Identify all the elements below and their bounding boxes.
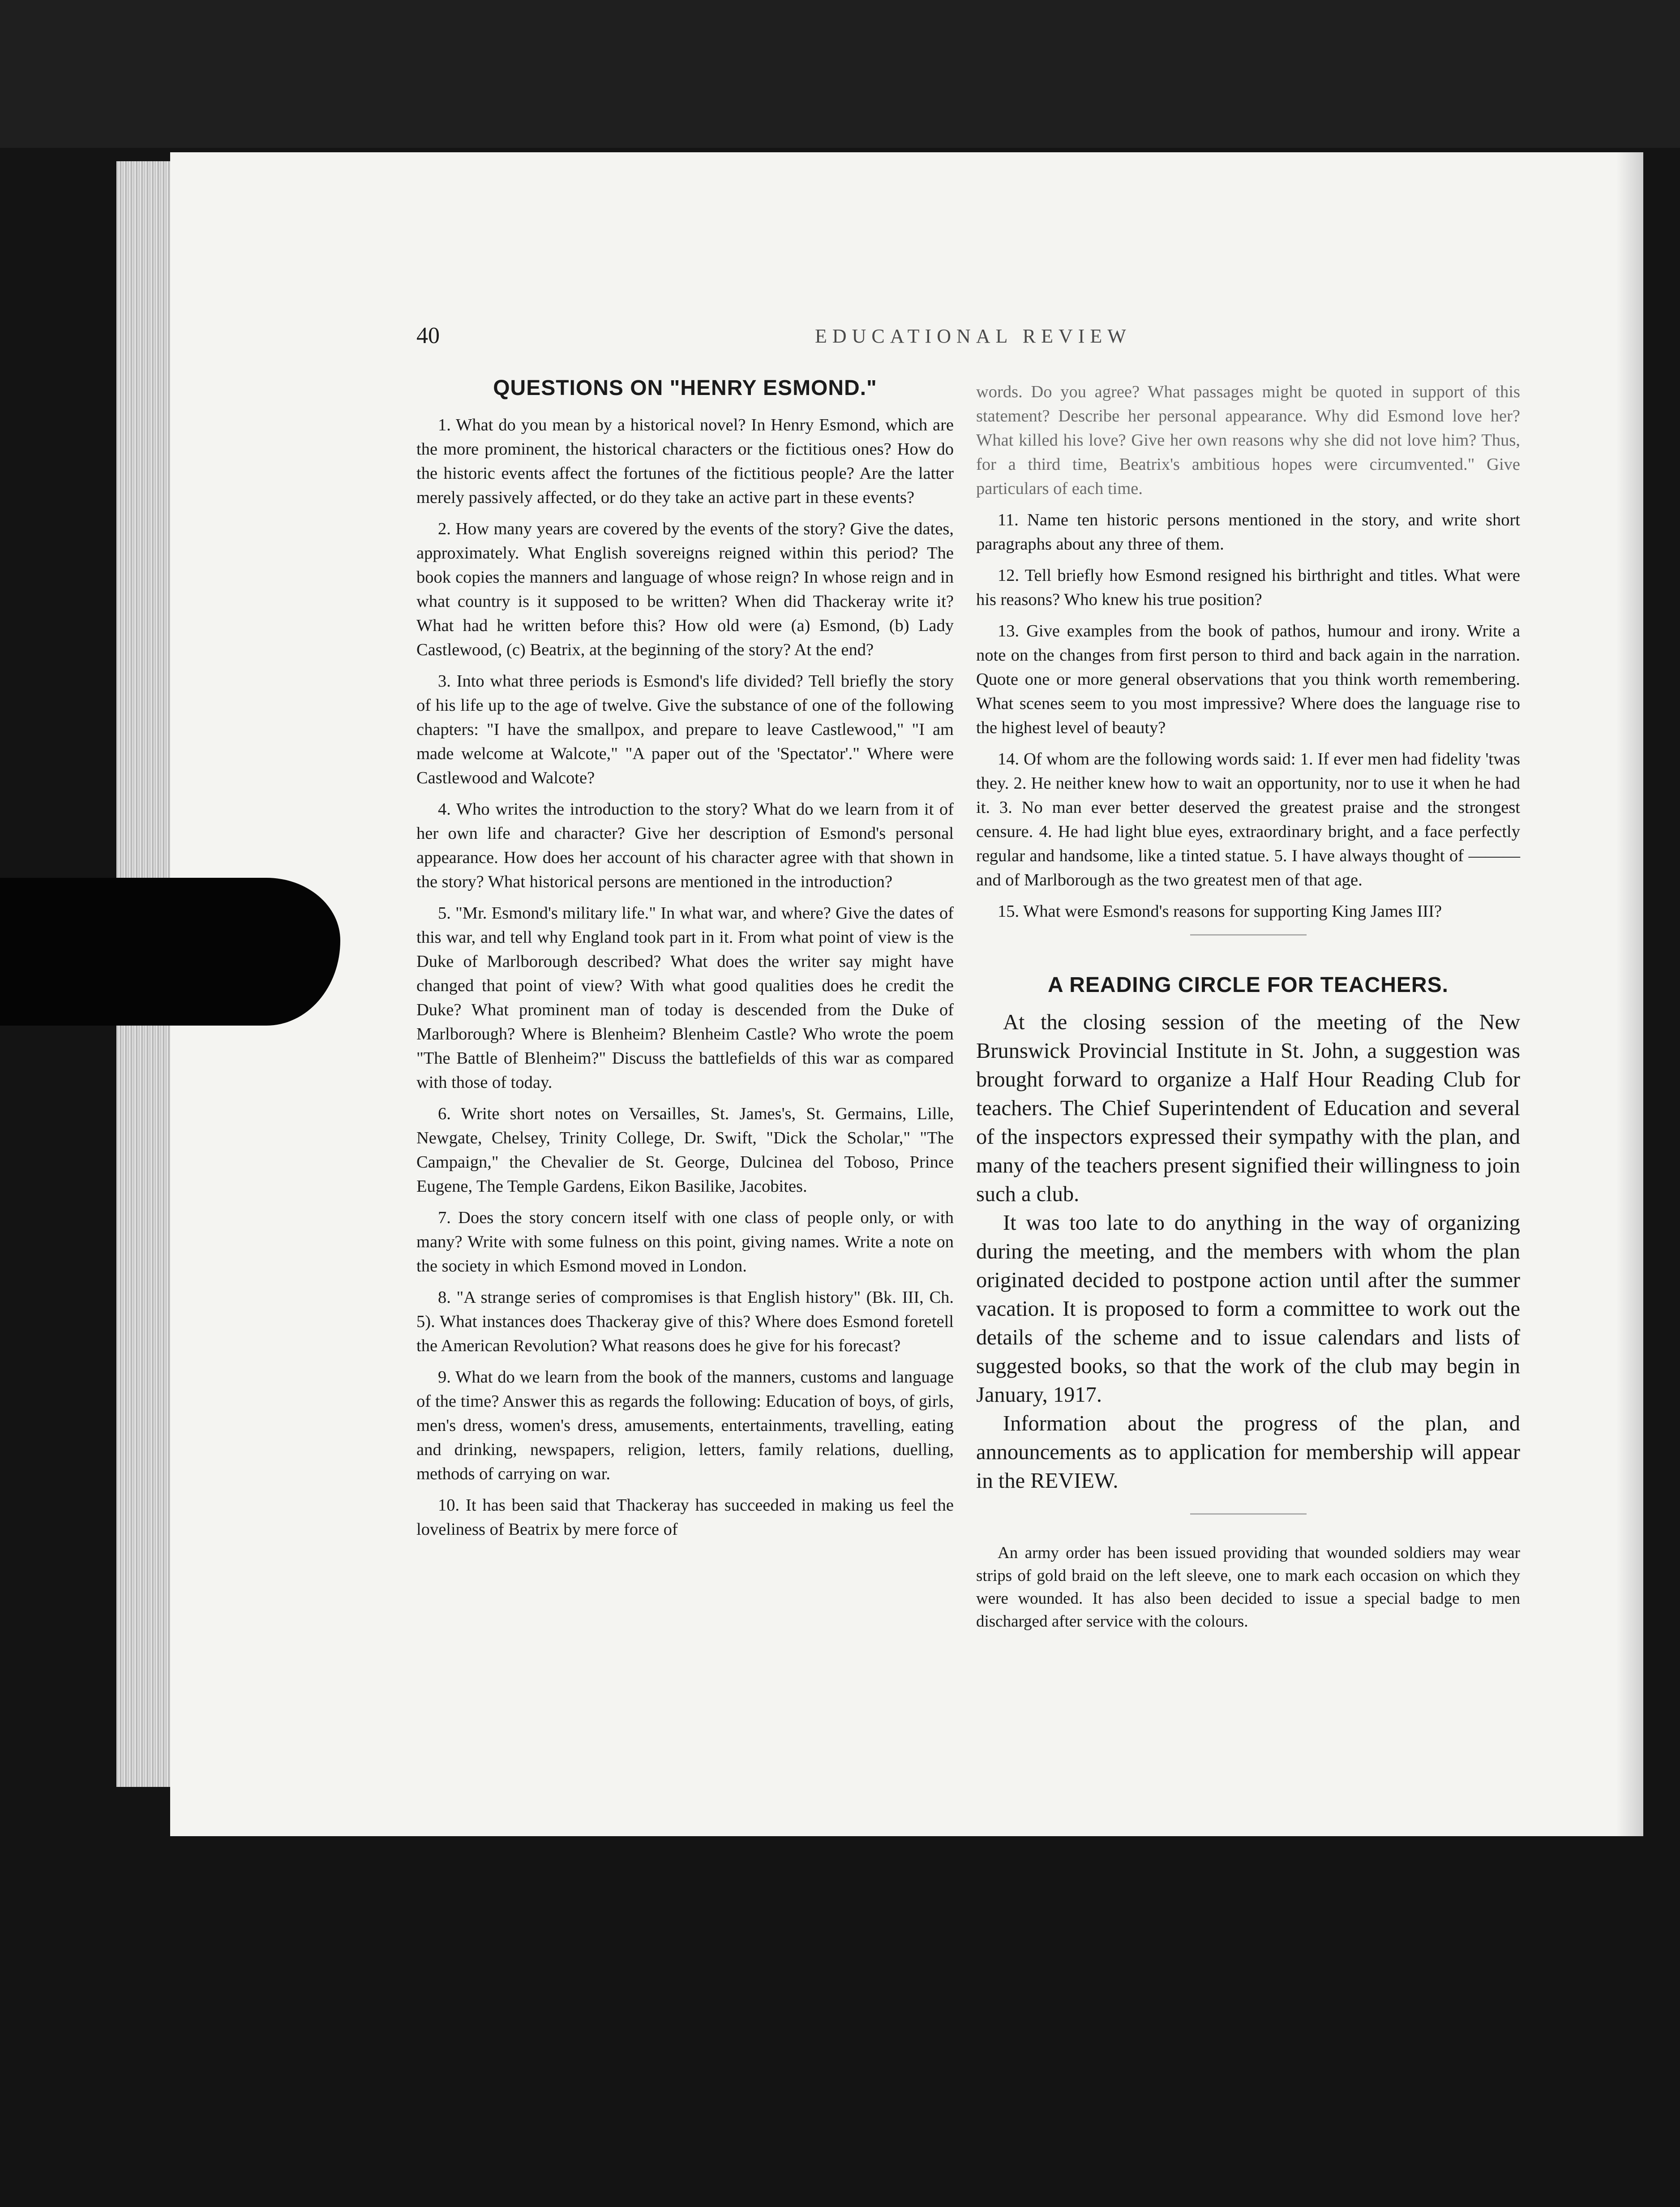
question-7: 7. Does the story concern itself with one class of people only, or with many? Write with some fulness on this point, giving names. Write a note on the society in which Esmond moved in London. <box>416 1208 954 1275</box>
running-header: EDUCATIONAL REVIEW <box>815 325 1131 347</box>
question-10-continued: words. Do you agree? What passages might be quoted in support of this statement? Describe her personal appearance. Why did Esmond love her? What killed his love? Give her own reasons why she did not love him? Thus, for a third time, Beatrix's ambitious hopes were circumvented." Give particulars of each time. <box>976 382 1520 498</box>
question-3: 3. Into what three periods is Esmond's life divided? Tell briefly the story of his life up to the age of twelve. Give the substance of one of the following chapters: "I have the smallpox, and prepare to leave Castlewood," "I am made welcome at Walcote," "A paper out of the 'Spectator'." Where were Castlewood and Walcote? <box>416 672 954 787</box>
question-2: 2. How many years are covered by the events of the story? Give the dates, approximately. What English sovereigns reigned within this period? The book copies the manners and language of whose reign? In whose reign and in what country is it supposed to be written? When did Thackeray write it? What had he written before this? How old were (a) Esmond, (b) Lady Castlewood, (c) Beatrix, at the beginning of the story? At the end? <box>416 520 954 659</box>
divider <box>1190 934 1307 936</box>
question-15: 15. What were Esmond's reasons for supporting King James III? <box>998 902 1442 921</box>
article-title: A READING CIRCLE FOR TEACHERS. <box>1048 973 1449 997</box>
question-12: 12. Tell briefly how Esmond resigned his birthright and titles. What were his reasons? Who knew his true position? <box>976 566 1520 609</box>
question-5: 5. "Mr. Esmond's military life." In what war, and where? Give the dates of this war, and tell why England took part in it. From what point of view is the Duke of Marlborough described? What does the writer say might have changed that point of view? With what good qualities does he credit the Duke? What prominent man of today is descended from the Duke of Marlborough? Where is Blenheim? Blenheim Castle? Who wrote the poem "The Battle of Blenheim?" Discuss the battlefields of this war as compared with those of today. <box>416 904 954 1092</box>
page-shadow <box>1616 152 1643 1836</box>
page-number: 40 <box>416 323 440 348</box>
question-10: 10. It has been said that Thackeray has succeeded in making us feel the loveliness of Beatrix by mere force of <box>416 1496 954 1539</box>
question-4: 4. Who writes the introduction to the story? What do we learn from it of her own life and character? Give her description of Esmond's personal appearance. How does her account of his character agree with that shown in the story? What historical persons are mentioned in the introduction? <box>416 800 954 891</box>
article-paragraph: It was too late to do anything in the way of organizing during the meeting, and the members with whom the plan originated decided to postpone action until after the summer vacation. It is proposed to form a committee to work out the details of the scheme and to issue calendars and lists of suggested books, so that the work of the club may begin in January, 1917. <box>976 1211 1520 1407</box>
army-order-note: An army order has been issued providing that wounded soldiers may wear strips of gold braid on the left sleeve, one to mark each occasion on which they were wounded. It has also been decided to issue a special badge to men discharged after service with the colours. <box>976 1544 1520 1631</box>
article-paragraph: Information about the progress of the plan, and announcements as to application for membership will appear in the REVIEW. <box>976 1412 1520 1493</box>
question-6: 6. Write short notes on Versailles, St. James's, St. Germains, Lille, Newgate, Chelsey, Trinity College, Dr. Swift, "Dick the Scholar," "The Campaign," the Chevalier de St. George, Dulcinea del Toboso, Prince Eugene, The Temple Gardens, Eikon Basilike, Jacobites. <box>416 1104 954 1196</box>
question-11: 11. Name ten historic persons mentioned in the story, and write short paragraphs about any three of them. <box>976 511 1520 554</box>
question-9: 9. What do we learn from the book of the manners, customs and language of the time? Answer this as regards the following: Education of boys, of girls, men's dress, women's dress, amusements, entertainments, travelling, eating and drinking, newspapers, religion, letters, family relations, duelling, methods of carrying on war. <box>416 1368 954 1483</box>
divider <box>1190 1513 1307 1515</box>
question-8: 8. "A strange series of compromises is that English history" (Bk. III, Ch. 5). What instances does Thackeray give of this? Where does Esmond foretell the American Revolution? What reasons does he give for his forecast? <box>416 1288 954 1355</box>
question-14: 14. Of whom are the following words said: 1. If ever men had fidelity 'twas they. 2. He neither knew how to wait an opportunity, nor to use it when he had it. 3. No man ever better deserved the greatest praise and the strongest censure. 4. He had light blue eyes, extraordinary bright, and a face perfectly regular and handsome, like a tinted statue. 5. I have always thought of ——— and of Marlborough as the two greatest men of that age. <box>976 750 1520 889</box>
article-paragraph: At the closing session of the meeting of the New Brunswick Provincial Institute in St. John, a suggestion was brought forward to organize a Half Hour Reading Club for teachers. The Chief Superintendent of Education and several of the inspectors expressed their sympathy with the plan, and many of the teachers present signified their willingness to join such a club. <box>976 1010 1520 1206</box>
questions-title: QUESTIONS ON "HENRY ESMOND." <box>493 376 877 400</box>
finger-shadow <box>0 878 340 1026</box>
left-column <box>416 376 954 1549</box>
scan-background <box>0 0 1680 148</box>
question-1: 1. What do you mean by a historical novel? In Henry Esmond, which are the more prominent, the historical characters or the fictitious ones? How do the historic events affect the fortunes of the fictitious people? Are the latter merely passively affected, or do they take an active part in these events? <box>416 416 954 507</box>
right-column <box>976 380 1520 1633</box>
question-13: 13. Give examples from the book of pathos, humour and irony. Write a note on the changes from first person to third and back again in the narration. Quote one or more general observations that you think worth remembering. What scenes seem to you most impressive? Where does the language rise to the highest level of beauty? <box>976 622 1520 737</box>
